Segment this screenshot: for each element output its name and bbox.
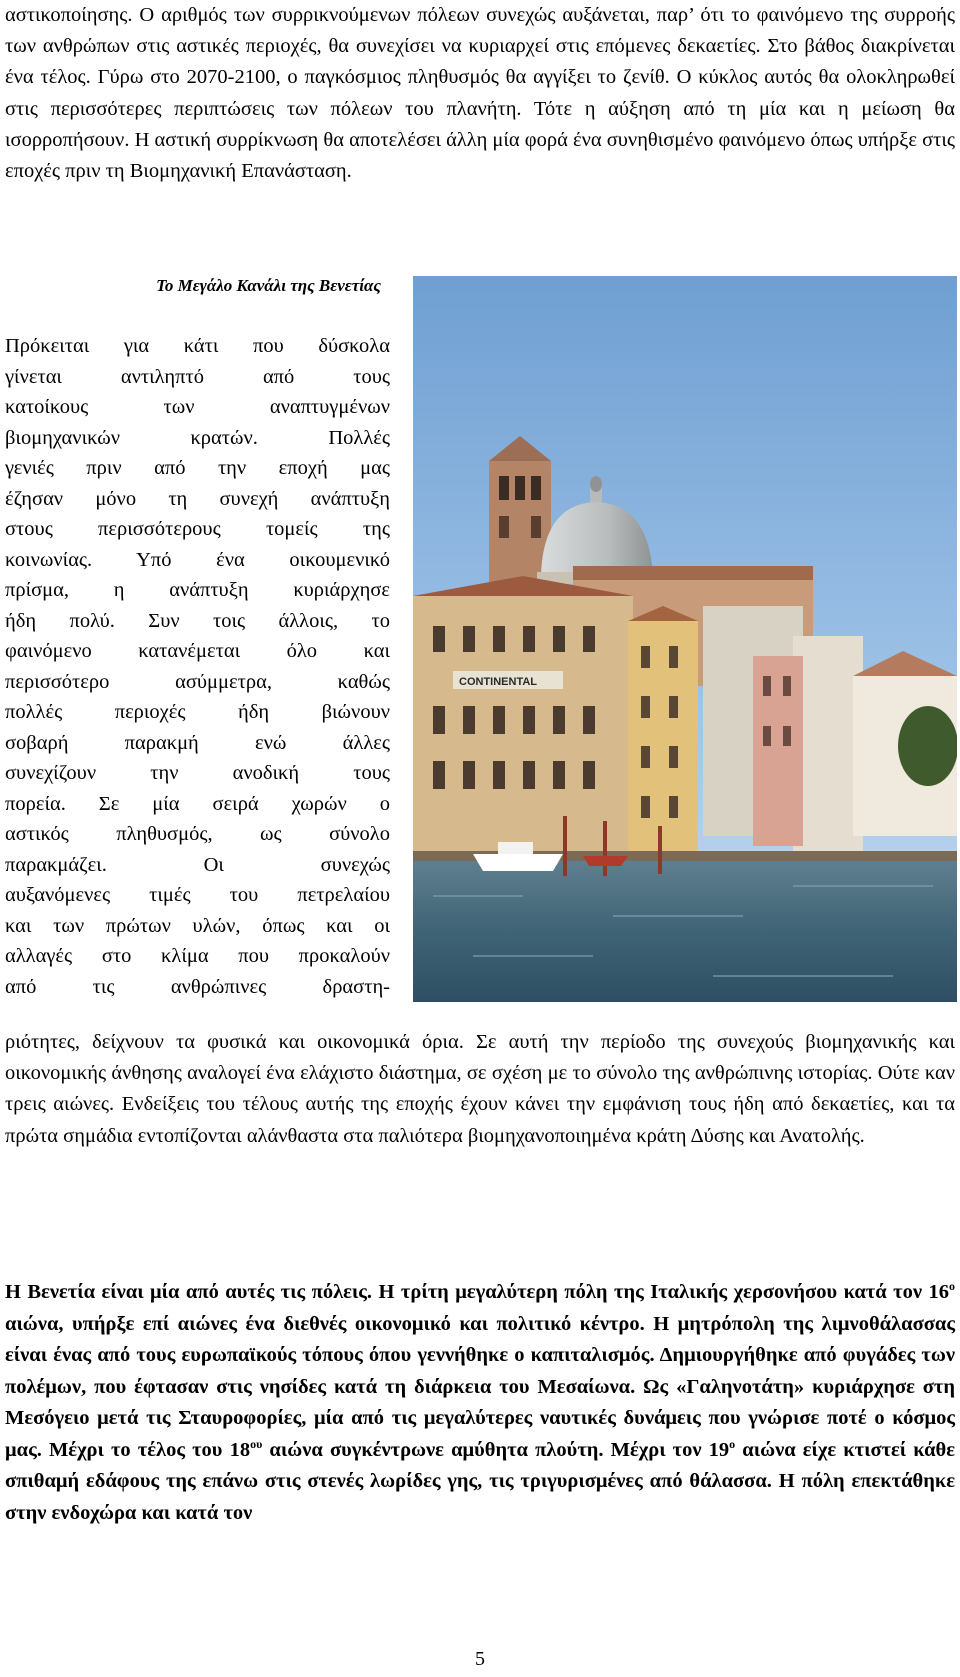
paragraph-top: αστικοποίησης. Ο αριθμός των συρρικνούμενων πόλεων συνεχώς αυξάνεται, παρ’ ότι το φαινόμενο της συρροής των ανθρώπων στις αστικές περιοχές, θα συνεχίσει να κυριαρχεί στις επόμενες δεκαετίες. Στο βάθος διακρίνεται ένα τέλος. Γύρω στο 2070-2100, ο παγκόσμιος πληθυσμός θα αγγίξει το ζενίθ. Ο κύκλος αυτός θα ολοκληρωθεί στις περισσότερες περιπτώσεις των πόλεων του πλανήτη. Τότε η αύξηση από τη μία και η μείωση θα ισορροπήσουν. Η αστική συρρίκνωση θα αποτελέσει άλλη μία φορά ένα συνηθισμένο φαινόμενο όπως υπήρξε στις εποχές πριν τη Βιομηχανική Επανάσταση. bbox=[5, 4, 955, 183]
side-line: παρακμάζει. Οι συνεχώς bbox=[5, 853, 390, 876]
side-line: κατοίκους των αναπτυγμένων bbox=[5, 396, 390, 418]
side-line: ήδη πολύ. Συν τοις άλλοις, το bbox=[5, 609, 390, 632]
side-line: αστικός πληθυσμός, ως σύνολο bbox=[5, 823, 390, 845]
side-line: πρίσμα, η ανάπτυξη κυριάρχησε bbox=[5, 579, 390, 601]
side-line: σοβαρή παρακμή ενώ άλλες bbox=[5, 731, 390, 754]
bold-paragraph bbox=[5, 1277, 955, 1529]
side-line: φαινόμενο κατανέμεται όλο και bbox=[5, 640, 390, 662]
bold-text-4: αιώνα είχε κτιστεί κάθε σπιθαμή εδάφους της επάνω στις στενές λωρίδες γης, τις τριγυρισμένες από θάλασσα. Η πόλη επεκτάθηκε στην ενδοχώρα και κατά τον bbox=[5, 1438, 955, 1524]
side-line: στους περισσότερους τομείς της bbox=[5, 518, 390, 540]
side-line: γενιές πριν από την εποχή μας bbox=[5, 457, 390, 479]
ordinal-superscript: ου bbox=[250, 1436, 263, 1451]
ordinal-superscript: ο bbox=[949, 1279, 955, 1294]
bold-text-2: αιώνα, υπήρξε επί αιώνες ένα διεθνές οικονομικό και πολιτικό κέντρο. Η μητρόπολη της λιμνοθάλασσας είναι ένας από τους ευρωπαϊκούς τόπους όπου γεννήθηκε ο καπιταλισμός. Δημιουργήθηκε από φυγάδες των πολέμων, που έφτασαν στις νησίδες κατά τη διάρκεια του Μεσαίωνα. Ως «Γαληνοτάτη» κυριάρχησε στη Μεσόγειο μετά τις Σταυροφορίες, μία από τις μεγαλύτερες ναυτικές δυνάμεις που γνώρισε ποτέ ο κόσμος μας. Μέχρι το τέλος του 18 bbox=[5, 1312, 955, 1461]
side-line: και των πρώτων υλών, όπως και οι bbox=[5, 914, 390, 937]
bold-text-3: αιώνα συγκέντρωνε αμύθητα πλούτη. Μέχρι τον 19 bbox=[262, 1438, 730, 1461]
side-line: Πρόκειται για κάτι που δύσκολα bbox=[5, 335, 390, 357]
side-line: πολλές περιοχές ήδη βιώνουν bbox=[5, 701, 390, 723]
side-line: συνεχίζουν την ανοδική τους bbox=[5, 762, 390, 784]
side-line: από τις ανθρώπινες δραστη- bbox=[5, 975, 390, 998]
side-line: αυξανόμενες τιμές του πετρελαίου bbox=[5, 884, 390, 906]
hotel-sign: CONTINENTAL bbox=[459, 676, 538, 688]
venice-grand-canal-photo bbox=[413, 276, 957, 1002]
paragraph-continued: ριότητες, δείχνουν τα φυσικά και οικονομικά όρια. Σε αυτή την περίοδο της συνεχούς βιομηχανικής και οικονομικής άνθησης αναλογεί ένα ελάχιστο διάστημα, σε σχέση με το σύνολο της ανθρώπινης ιστορίας. Ούτε καν τρεις αιώνες. Ενδείξεις του τέλους αυτής της εποχής έχουν κάνει την εμφάνιση τους ήδη από δεκαετίες, και τα πρώτα σημάδια εντοπίζονται αλάνθαστα στα παλιότερα βιομηχανοποιημένα κράτη Δύσης και Ανατολής. bbox=[5, 1031, 955, 1147]
page-number: 5 bbox=[475, 1648, 485, 1670]
side-line: αλλαγές στο κλίμα που προκαλούν bbox=[5, 945, 390, 967]
side-line: πορεία. Σε μία σειρά χωρών ο bbox=[5, 792, 390, 815]
side-line: έζησαν μόνο τη συνεχή ανάπτυξη bbox=[5, 487, 390, 510]
side-paragraph bbox=[5, 331, 390, 1002]
figure-caption: Το Μεγάλο Κανάλι της Βενετίας bbox=[156, 276, 381, 295]
side-line: βιομηχανικών κρατών. Πολλές bbox=[5, 426, 390, 449]
side-line: περισσότερο ασύμμετρα, καθώς bbox=[5, 670, 390, 693]
side-line: κοινωνίας. Υπό ένα οικουμενικό bbox=[5, 548, 390, 571]
bold-text-1: Η Βενετία είναι μία από αυτές τις πόλεις. Η τρίτη μεγαλύτερη πόλη της Ιταλικής χερσονήσου κατά τον 16 bbox=[5, 1281, 949, 1303]
ordinal-superscript: ο bbox=[729, 1436, 736, 1451]
side-line: γίνεται αντιληπτό από τους bbox=[5, 365, 390, 388]
